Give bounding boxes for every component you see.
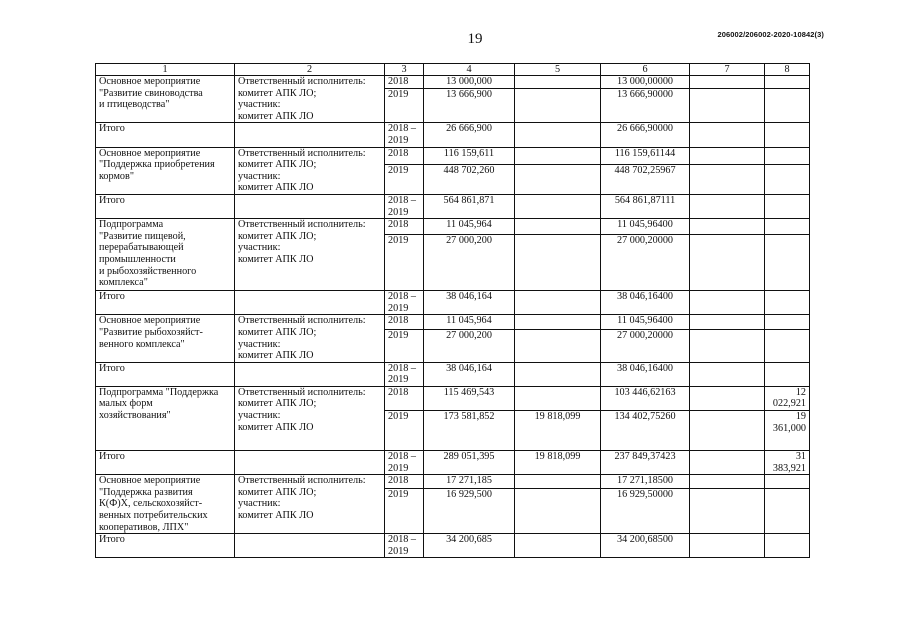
program-name: Подпрограмма "Поддержка малых форм хозяйствования" <box>96 386 235 450</box>
value-col7 <box>690 291 765 315</box>
responsible-executor: Ответственный исполнитель: комитет АПК ЛО; участник: комитет АПК ЛО <box>235 76 385 123</box>
value-col5: 19 818,099 <box>515 411 601 451</box>
value-col4: 564 861,871 <box>424 194 515 218</box>
column-header-row <box>96 64 810 76</box>
value-col8 <box>765 362 810 386</box>
total-label: Итого <box>96 194 235 218</box>
value-col6: 448 702,25967 <box>601 164 690 194</box>
responsible-executor <box>235 123 385 147</box>
year-cell: 2018 – 2019 <box>385 362 424 386</box>
table-row <box>96 219 810 235</box>
value-col8 <box>765 164 810 194</box>
value-col7 <box>690 147 765 164</box>
responsible-executor <box>235 362 385 386</box>
year-cell: 2019 <box>385 235 424 291</box>
value-col7 <box>690 235 765 291</box>
responsible-executor <box>235 451 385 475</box>
value-col8 <box>765 76 810 89</box>
program-name: Основное мероприятие "Развитие рыбохозяйст- венного комплекса" <box>96 315 235 362</box>
value-col5 <box>515 534 601 558</box>
value-col5 <box>515 76 601 89</box>
value-col4: 115 469,543 <box>424 386 515 410</box>
value-col8 <box>765 123 810 147</box>
value-col4: 173 581,852 <box>424 411 515 451</box>
column-header-7: 7 <box>690 64 765 76</box>
value-col8: 12 022,921 <box>765 386 810 410</box>
value-col8 <box>765 219 810 235</box>
value-col8 <box>765 89 810 123</box>
value-col4: 38 046,164 <box>424 362 515 386</box>
program-name: Подпрограмма "Развитие пищевой, перерабатывающей промышленности и рыбохозяйственного комплекса" <box>96 219 235 291</box>
total-row <box>96 451 810 475</box>
year-cell: 2018 – 2019 <box>385 291 424 315</box>
program-name: Основное мероприятие "Поддержка приобретения кормов" <box>96 147 235 194</box>
program-name: Основное мероприятие "Развитие свиноводства и птицеводства" <box>96 76 235 123</box>
value-col6: 13 000,00000 <box>601 76 690 89</box>
value-col7 <box>690 164 765 194</box>
year-cell: 2019 <box>385 330 424 362</box>
value-col5 <box>515 489 601 534</box>
year-cell: 2018 <box>385 76 424 89</box>
responsible-executor: Ответственный исполнитель: комитет АПК ЛО; участник: комитет АПК ЛО <box>235 475 385 534</box>
value-col7 <box>690 534 765 558</box>
value-col6: 116 159,61144 <box>601 147 690 164</box>
year-cell: 2018 – 2019 <box>385 194 424 218</box>
total-label: Итого <box>96 534 235 558</box>
value-col4: 27 000,200 <box>424 330 515 362</box>
value-col4: 289 051,395 <box>424 451 515 475</box>
value-col5 <box>515 475 601 489</box>
value-col5 <box>515 291 601 315</box>
value-col8 <box>765 534 810 558</box>
table-row <box>96 315 810 330</box>
year-cell: 2018 <box>385 219 424 235</box>
value-col5 <box>515 219 601 235</box>
value-col5 <box>515 330 601 362</box>
year-cell: 2018 <box>385 315 424 330</box>
value-col4: 16 929,500 <box>424 489 515 534</box>
value-col6: 103 446,62163 <box>601 386 690 410</box>
responsible-executor <box>235 534 385 558</box>
total-row <box>96 194 810 218</box>
total-row <box>96 534 810 558</box>
value-col4: 27 000,200 <box>424 235 515 291</box>
responsible-executor: Ответственный исполнитель: комитет АПК ЛО; участник: комитет АПК ЛО <box>235 386 385 450</box>
value-col7 <box>690 475 765 489</box>
value-col5 <box>515 362 601 386</box>
year-cell: 2018 – 2019 <box>385 534 424 558</box>
value-col6: 237 849,37423 <box>601 451 690 475</box>
value-col4: 116 159,611 <box>424 147 515 164</box>
total-row <box>96 291 810 315</box>
column-header-1: 1 <box>96 64 235 76</box>
value-col5 <box>515 89 601 123</box>
value-col7 <box>690 451 765 475</box>
value-col8 <box>765 475 810 489</box>
value-col4: 34 200,685 <box>424 534 515 558</box>
year-cell: 2019 <box>385 489 424 534</box>
column-header-5: 5 <box>515 64 601 76</box>
value-col5 <box>515 164 601 194</box>
value-col4: 13 666,900 <box>424 89 515 123</box>
year-cell: 2019 <box>385 89 424 123</box>
value-col8: 31 383,921 <box>765 451 810 475</box>
year-cell: 2018 <box>385 147 424 164</box>
year-cell: 2018 <box>385 475 424 489</box>
value-col8 <box>765 147 810 164</box>
value-col5 <box>515 386 601 410</box>
value-col4: 448 702,260 <box>424 164 515 194</box>
total-row <box>96 362 810 386</box>
value-col5 <box>515 235 601 291</box>
responsible-executor <box>235 194 385 218</box>
value-col6: 564 861,87111 <box>601 194 690 218</box>
value-col7 <box>690 315 765 330</box>
value-col4: 13 000,000 <box>424 76 515 89</box>
value-col5 <box>515 194 601 218</box>
year-cell: 2018 – 2019 <box>385 451 424 475</box>
value-col6: 34 200,68500 <box>601 534 690 558</box>
value-col6: 17 271,18500 <box>601 475 690 489</box>
value-col6: 38 046,16400 <box>601 362 690 386</box>
value-col6: 27 000,20000 <box>601 330 690 362</box>
total-label: Итого <box>96 123 235 147</box>
value-col5 <box>515 315 601 330</box>
table-row <box>96 386 810 410</box>
value-col7 <box>690 489 765 534</box>
value-col8 <box>765 489 810 534</box>
value-col8 <box>765 315 810 330</box>
year-cell: 2018 <box>385 386 424 410</box>
value-col5 <box>515 123 601 147</box>
responsible-executor: Ответственный исполнитель: комитет АПК ЛО; участник: комитет АПК ЛО <box>235 147 385 194</box>
responsible-executor: Ответственный исполнитель: комитет АПК ЛО; участник: комитет АПК ЛО <box>235 219 385 291</box>
year-cell: 2019 <box>385 164 424 194</box>
value-col8 <box>765 235 810 291</box>
document-code: 206002/206002-2020-10842(3) <box>717 30 824 39</box>
column-header-2: 2 <box>235 64 385 76</box>
budget-table <box>95 63 810 558</box>
column-header-6: 6 <box>601 64 690 76</box>
value-col4: 17 271,185 <box>424 475 515 489</box>
value-col7 <box>690 123 765 147</box>
column-header-4: 4 <box>424 64 515 76</box>
value-col4: 11 045,964 <box>424 315 515 330</box>
total-row <box>96 123 810 147</box>
table-row <box>96 475 810 489</box>
value-col8 <box>765 330 810 362</box>
value-col6: 11 045,96400 <box>601 219 690 235</box>
value-col4: 26 666,900 <box>424 123 515 147</box>
table-row <box>96 147 810 164</box>
year-cell: 2019 <box>385 411 424 451</box>
value-col4: 11 045,964 <box>424 219 515 235</box>
program-name: Основное мероприятие "Поддержка развития К(Ф)Х, сельскохозяйст- венных потребительских кооперативов, ЛПХ" <box>96 475 235 534</box>
value-col7 <box>690 194 765 218</box>
responsible-executor: Ответственный исполнитель: комитет АПК ЛО; участник: комитет АПК ЛО <box>235 315 385 362</box>
total-label: Итого <box>96 362 235 386</box>
total-label: Итого <box>96 291 235 315</box>
responsible-executor <box>235 291 385 315</box>
value-col8 <box>765 291 810 315</box>
value-col5: 19 818,099 <box>515 451 601 475</box>
value-col7 <box>690 386 765 410</box>
value-col7 <box>690 219 765 235</box>
value-col8: 19 361,000 <box>765 411 810 451</box>
value-col6: 38 046,16400 <box>601 291 690 315</box>
value-col6: 11 045,96400 <box>601 315 690 330</box>
column-header-8: 8 <box>765 64 810 76</box>
value-col6: 16 929,50000 <box>601 489 690 534</box>
value-col7 <box>690 362 765 386</box>
value-col7 <box>690 411 765 451</box>
total-label: Итого <box>96 451 235 475</box>
value-col7 <box>690 330 765 362</box>
value-col6: 27 000,20000 <box>601 235 690 291</box>
value-col6: 13 666,90000 <box>601 89 690 123</box>
value-col5 <box>515 147 601 164</box>
value-col6: 26 666,90000 <box>601 123 690 147</box>
page-number: 19 <box>467 31 483 47</box>
value-col7 <box>690 89 765 123</box>
column-header-3: 3 <box>385 64 424 76</box>
table-row <box>96 76 810 89</box>
value-col7 <box>690 76 765 89</box>
value-col4: 38 046,164 <box>424 291 515 315</box>
year-cell: 2018 – 2019 <box>385 123 424 147</box>
table-body <box>96 64 810 558</box>
value-col8 <box>765 194 810 218</box>
value-col6: 134 402,75260 <box>601 411 690 451</box>
